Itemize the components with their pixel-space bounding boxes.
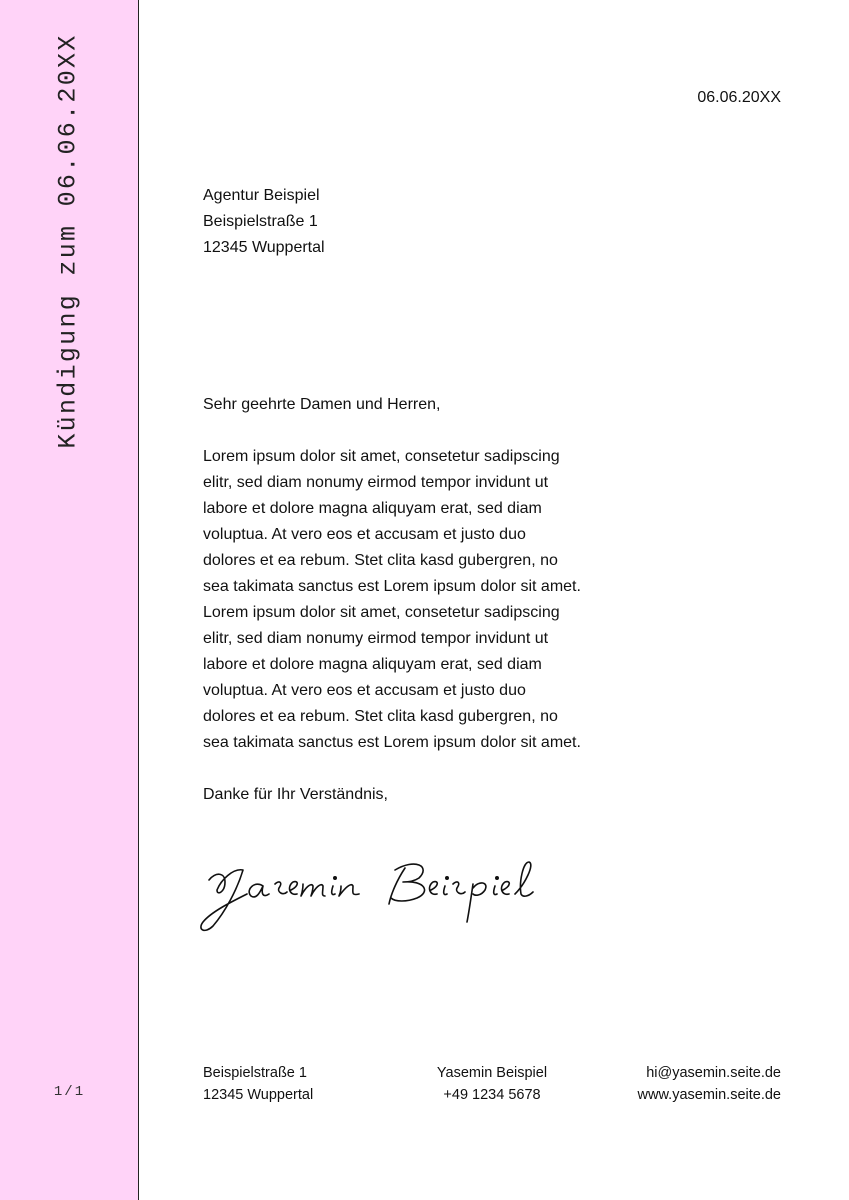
body-line: dolores et ea rebum. Stet clita kasd gubergren, no: [203, 708, 558, 725]
body-line: sea takimata sanctus est Lorem ipsum dolor sit amet.: [203, 578, 581, 595]
body-line: voluptua. At vero eos et accusam et justo duo: [203, 526, 526, 543]
sidebar: [0, 0, 139, 1200]
body-line: voluptua. At vero eos et accusam et justo duo: [203, 682, 526, 699]
letter-date: 06.06.20XX: [697, 89, 781, 106]
body-line: labore et dolore magna aliquyam erat, sed diam: [203, 500, 542, 517]
body-line: elitr, sed diam nonumy eirmod tempor invidunt ut: [203, 630, 549, 647]
body-line: sea takimata sanctus est Lorem ipsum dolor sit amet.: [203, 734, 581, 751]
closing: Danke für Ihr Verständnis,: [203, 786, 388, 803]
footer-website: www.yasemin.seite.de: [637, 1087, 781, 1103]
document-title: Kündigung zum 06.06.20XX: [53, 33, 83, 449]
footer-phone: +49 1234 5678: [443, 1087, 541, 1103]
footer-contact: [392, 1062, 592, 1106]
footer-email: hi@yasemin.seite.de: [646, 1065, 781, 1081]
recipient-city: 12345 Wuppertal: [203, 239, 325, 256]
footer-name: Yasemin Beispiel: [436, 1065, 548, 1081]
body-line: dolores et ea rebum. Stet clita kasd gubergren, no: [203, 552, 558, 569]
recipient-address: [203, 183, 325, 261]
body-line: Lorem ipsum dolor sit amet, consetetur sadipscing: [203, 448, 560, 465]
footer-web: [638, 1062, 781, 1106]
body-line: Lorem ipsum dolor sit amet, consetetur sadipscing: [203, 604, 560, 621]
handwritten-signature: [195, 850, 575, 940]
salutation: Sehr geehrte Damen und Herren,: [203, 396, 441, 413]
recipient-name: Agentur Beispiel: [203, 187, 320, 204]
body-line: elitr, sed diam nonumy eirmod tempor invidunt ut: [203, 474, 549, 491]
body-line: labore et dolore magna aliquyam erat, sed diam: [203, 656, 542, 673]
recipient-street: Beispielstraße 1: [203, 213, 318, 230]
page-number: 1/1: [53, 1084, 86, 1100]
footer-address: [203, 1062, 313, 1106]
letter-body: [203, 444, 643, 756]
footer-city: 12345 Wuppertal: [203, 1087, 314, 1103]
footer-street: Beispielstraße 1: [203, 1065, 307, 1081]
